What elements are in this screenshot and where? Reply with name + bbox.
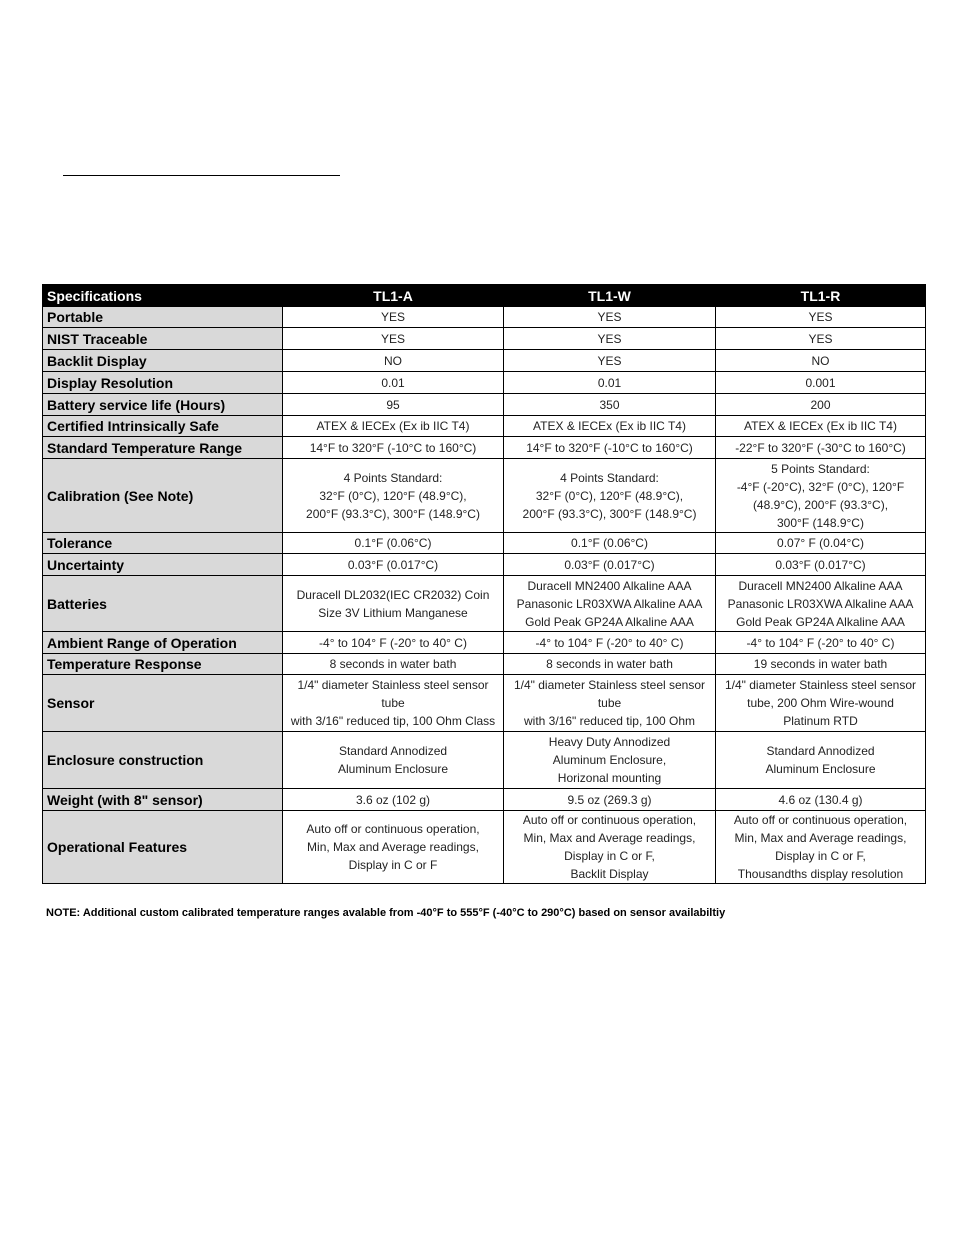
cell-text: 0.03°F (0.017°C) bbox=[347, 557, 439, 572]
cell-text: Horizonal mounting bbox=[557, 771, 662, 785]
spec-cell bbox=[716, 372, 926, 394]
cell-text: 350 bbox=[599, 397, 620, 412]
spec-cell bbox=[716, 675, 926, 732]
cell-text: 0.07° F (0.04°C) bbox=[777, 536, 864, 550]
cell-text: Panasonic LR03XWA Alkaline AAA bbox=[516, 596, 703, 611]
spec-cell bbox=[283, 675, 504, 732]
cell-text: -4°F (-20°C), 32°F (0°C), 120°F bbox=[736, 479, 905, 494]
spec-cell bbox=[283, 732, 504, 789]
cell-text: Display in C or F, bbox=[775, 849, 866, 863]
cell-text: Panasonic LR03XWA Alkaline AAA bbox=[727, 596, 914, 611]
row-label: Backlit Display bbox=[43, 350, 283, 372]
spec-cell bbox=[283, 416, 504, 437]
spec-cell bbox=[283, 811, 504, 884]
spec-cell bbox=[504, 675, 716, 732]
spec-cell bbox=[504, 350, 716, 372]
cell-text: 0.01 bbox=[381, 375, 405, 390]
spec-cell bbox=[504, 459, 716, 533]
cell-text: YES bbox=[597, 331, 622, 346]
spec-cell bbox=[716, 437, 926, 459]
cell-text: Auto off or continuous operation, bbox=[522, 813, 697, 827]
cell-text: -22°F to 320°F (-30°C to 160°C) bbox=[735, 440, 906, 455]
cell-text: YES bbox=[808, 310, 833, 324]
spec-cell bbox=[504, 416, 716, 437]
table-row bbox=[43, 654, 926, 675]
cell-text: 300°F (148.9°C) bbox=[777, 515, 864, 530]
cell-text: 14°F to 320°F (-10°C to 160°C) bbox=[526, 440, 693, 455]
spec-cell bbox=[716, 554, 926, 576]
cell-text: 32°F (0°C), 120°F (48.9°C), bbox=[319, 488, 467, 503]
row-label: Battery service life (Hours) bbox=[43, 394, 283, 416]
cell-text: Platinum RTD bbox=[783, 714, 858, 728]
cell-text: NO bbox=[384, 353, 402, 368]
spec-cell bbox=[716, 732, 926, 789]
table-row bbox=[43, 459, 926, 533]
cell-text: Thousandths display resolution bbox=[737, 867, 904, 881]
table-row bbox=[43, 437, 926, 459]
spec-cell bbox=[716, 632, 926, 654]
row-label: Uncertainty bbox=[43, 554, 283, 576]
spec-cell bbox=[716, 459, 926, 533]
cell-text: 0.1°F (0.06°C) bbox=[571, 536, 648, 550]
cell-text: Min, Max and Average readings, bbox=[523, 831, 696, 845]
spec-cell bbox=[716, 533, 926, 554]
cell-text: 200°F (93.3°C), 300°F (148.9°C) bbox=[522, 506, 697, 521]
cell-text: Min, Max and Average readings, bbox=[734, 831, 907, 845]
table-row bbox=[43, 554, 926, 576]
spec-cell bbox=[716, 654, 926, 675]
spec-cell bbox=[716, 350, 926, 372]
spec-cell bbox=[716, 811, 926, 884]
spec-cell bbox=[716, 416, 926, 437]
cell-text: 1/4" diameter Stainless steel sensor bbox=[513, 678, 706, 692]
table-row bbox=[43, 533, 926, 554]
spec-cell bbox=[283, 394, 504, 416]
spec-cell bbox=[504, 732, 716, 789]
spec-cell bbox=[504, 576, 716, 632]
cell-text: Duracell DL2032(IEC CR2032) Coin bbox=[296, 587, 490, 602]
cell-text: Duracell MN2400 Alkaline AAA bbox=[738, 578, 903, 593]
spec-cell bbox=[283, 576, 504, 632]
header-specifications: Specifications bbox=[43, 285, 283, 307]
cell-text: -4° to 104° F (-20° to 40° C) bbox=[535, 635, 684, 650]
spec-cell bbox=[283, 350, 504, 372]
cell-text: YES bbox=[380, 331, 405, 346]
row-label: Enclosure construction bbox=[43, 732, 283, 789]
cell-text: with 3/16" reduced tip, 100 Ohm Class bbox=[290, 714, 496, 728]
spec-cell bbox=[283, 789, 504, 811]
header-model-tl1-a: TL1-A bbox=[283, 285, 504, 307]
spec-cell bbox=[504, 372, 716, 394]
spec-cell bbox=[504, 654, 716, 675]
cell-text: tube, 200 Ohm Wire-wound bbox=[747, 696, 894, 710]
cell-text: tube bbox=[381, 696, 405, 710]
cell-text: Display in C or F, bbox=[564, 849, 655, 863]
row-label: NIST Traceable bbox=[43, 328, 283, 350]
spec-cell bbox=[504, 394, 716, 416]
spec-cell bbox=[504, 554, 716, 576]
cell-text: NO bbox=[811, 353, 830, 368]
spec-table bbox=[42, 284, 926, 884]
spec-cell bbox=[716, 328, 926, 350]
cell-text: Standard Annodized bbox=[338, 744, 448, 758]
spec-cell bbox=[716, 789, 926, 811]
cell-text: Standard Annodized bbox=[766, 744, 875, 758]
table-row bbox=[43, 394, 926, 416]
cell-text: Backlit Display bbox=[570, 867, 649, 881]
cell-text: 200°F (93.3°C), 300°F (148.9°C) bbox=[306, 506, 480, 521]
cell-text: 8 seconds in water bath bbox=[546, 657, 673, 671]
cell-text: 9.5 oz (269.3 g) bbox=[567, 792, 652, 807]
footnote: NOTE: Additional custom calibrated temperature ranges avalable from -40°F to 555°F (-40°C to 290°C) based on sensor availabiltiy bbox=[46, 907, 726, 919]
cell-text: Display in C or F bbox=[348, 858, 438, 872]
table-row bbox=[43, 732, 926, 789]
cell-text: tube bbox=[597, 696, 622, 710]
table-row bbox=[43, 632, 926, 654]
cell-text: Min, Max and Average readings, bbox=[307, 840, 479, 854]
cell-text: 1/4" diameter Stainless steel sensor bbox=[724, 678, 917, 692]
cell-text: YES bbox=[597, 353, 622, 368]
cell-text: 0.03°F (0.017°C) bbox=[775, 557, 866, 572]
table-row bbox=[43, 789, 926, 811]
cell-text: 3.6 oz (102 g) bbox=[355, 792, 431, 807]
spec-cell bbox=[283, 437, 504, 459]
row-label: Batteries bbox=[43, 576, 283, 632]
row-label: Certified Intrinsically Safe bbox=[43, 416, 283, 437]
cell-text: 5 Points Standard: bbox=[771, 461, 870, 476]
cell-text: (48.9°C), 200°F (93.3°C), bbox=[752, 497, 889, 512]
cell-text: YES bbox=[808, 331, 833, 346]
spec-cell bbox=[716, 394, 926, 416]
spec-cell bbox=[283, 328, 504, 350]
row-label: Display Resolution bbox=[43, 372, 283, 394]
cell-text: ATEX & IECEx (Ex ib IIC T4) bbox=[744, 419, 897, 433]
spec-cell bbox=[283, 372, 504, 394]
cell-text: with 3/16" reduced tip, 100 Ohm bbox=[523, 714, 696, 728]
spec-cell bbox=[283, 554, 504, 576]
row-label: Tolerance bbox=[43, 533, 283, 554]
row-label: Portable bbox=[43, 307, 283, 328]
cell-text: Gold Peak GP24A Alkaline AAA bbox=[525, 614, 694, 629]
cell-text: 32°F (0°C), 120°F (48.9°C), bbox=[535, 488, 684, 503]
spec-header-row bbox=[43, 285, 926, 307]
cell-text: Gold Peak GP24A Alkaline AAA bbox=[736, 614, 905, 629]
cell-text: -4° to 104° F (-20° to 40° C) bbox=[319, 635, 467, 650]
cell-text: Duracell MN2400 Alkaline AAA bbox=[527, 578, 692, 593]
cell-text: 0.03°F (0.017°C) bbox=[564, 557, 655, 572]
row-label: Calibration (See Note) bbox=[43, 459, 283, 533]
cell-text: 1/4" diameter Stainless steel sensor bbox=[297, 678, 489, 692]
cell-text: 14°F to 320°F (-10°C to 160°C) bbox=[309, 440, 477, 455]
table-row bbox=[43, 811, 926, 884]
spec-cell bbox=[504, 632, 716, 654]
cell-text: Aluminum Enclosure bbox=[765, 762, 876, 776]
cell-text: 95 bbox=[386, 397, 400, 412]
cell-text: 8 seconds in water bath bbox=[329, 657, 457, 671]
spec-cell bbox=[504, 789, 716, 811]
table-row bbox=[43, 372, 926, 394]
cell-text: Aluminum Enclosure bbox=[337, 762, 449, 776]
row-label: Weight (with 8" sensor) bbox=[43, 789, 283, 811]
header-model-tl1-r: TL1-R bbox=[716, 285, 926, 307]
spec-cell bbox=[504, 307, 716, 328]
cell-text: ATEX & IECEx (Ex ib IIC T4) bbox=[533, 419, 686, 433]
table-row bbox=[43, 416, 926, 437]
cell-text: Size 3V Lithium Manganese bbox=[318, 605, 468, 620]
spec-cell bbox=[716, 307, 926, 328]
cell-text: 19 seconds in water bath bbox=[753, 657, 888, 671]
header-rule bbox=[63, 175, 340, 176]
header-model-tl1-w: TL1-W bbox=[504, 285, 716, 307]
table-row bbox=[43, 350, 926, 372]
row-label: Standard Temperature Range bbox=[43, 437, 283, 459]
cell-text: 0.01 bbox=[597, 375, 622, 390]
spec-cell bbox=[504, 533, 716, 554]
table-row bbox=[43, 675, 926, 732]
spec-cell bbox=[283, 654, 504, 675]
spec-cell bbox=[283, 632, 504, 654]
row-label: Temperature Response bbox=[43, 654, 283, 675]
cell-text: 4.6 oz (130.4 g) bbox=[778, 792, 863, 807]
cell-text: Auto off or continuous operation, bbox=[306, 822, 480, 836]
cell-text: YES bbox=[597, 310, 622, 324]
table-row bbox=[43, 576, 926, 632]
cell-text: YES bbox=[380, 310, 405, 324]
row-label: Ambient Range of Operation bbox=[43, 632, 283, 654]
cell-text: 0.1°F (0.06°C) bbox=[354, 536, 432, 550]
cell-text: 4 Points Standard: bbox=[560, 470, 659, 485]
spec-cell bbox=[283, 533, 504, 554]
cell-text: Auto off or continuous operation, bbox=[733, 813, 908, 827]
spec-table-body bbox=[43, 307, 926, 884]
cell-text: 4 Points Standard: bbox=[343, 470, 443, 485]
table-row bbox=[43, 307, 926, 328]
spec-cell bbox=[283, 307, 504, 328]
row-label: Operational Features bbox=[43, 811, 283, 884]
cell-text: Heavy Duty Annodized bbox=[548, 735, 671, 749]
spec-cell bbox=[504, 811, 716, 884]
cell-text: 0.001 bbox=[805, 375, 836, 390]
spec-cell bbox=[716, 576, 926, 632]
row-label: Sensor bbox=[43, 675, 283, 732]
table-row bbox=[43, 328, 926, 350]
cell-text: -4° to 104° F (-20° to 40° C) bbox=[746, 635, 895, 650]
spec-cell bbox=[283, 459, 504, 533]
cell-text: ATEX & IECEx (Ex ib IIC T4) bbox=[316, 419, 470, 433]
cell-text: Aluminum Enclosure, bbox=[552, 753, 667, 767]
cell-text: 200 bbox=[810, 397, 831, 412]
spec-cell bbox=[504, 437, 716, 459]
spec-cell bbox=[504, 328, 716, 350]
